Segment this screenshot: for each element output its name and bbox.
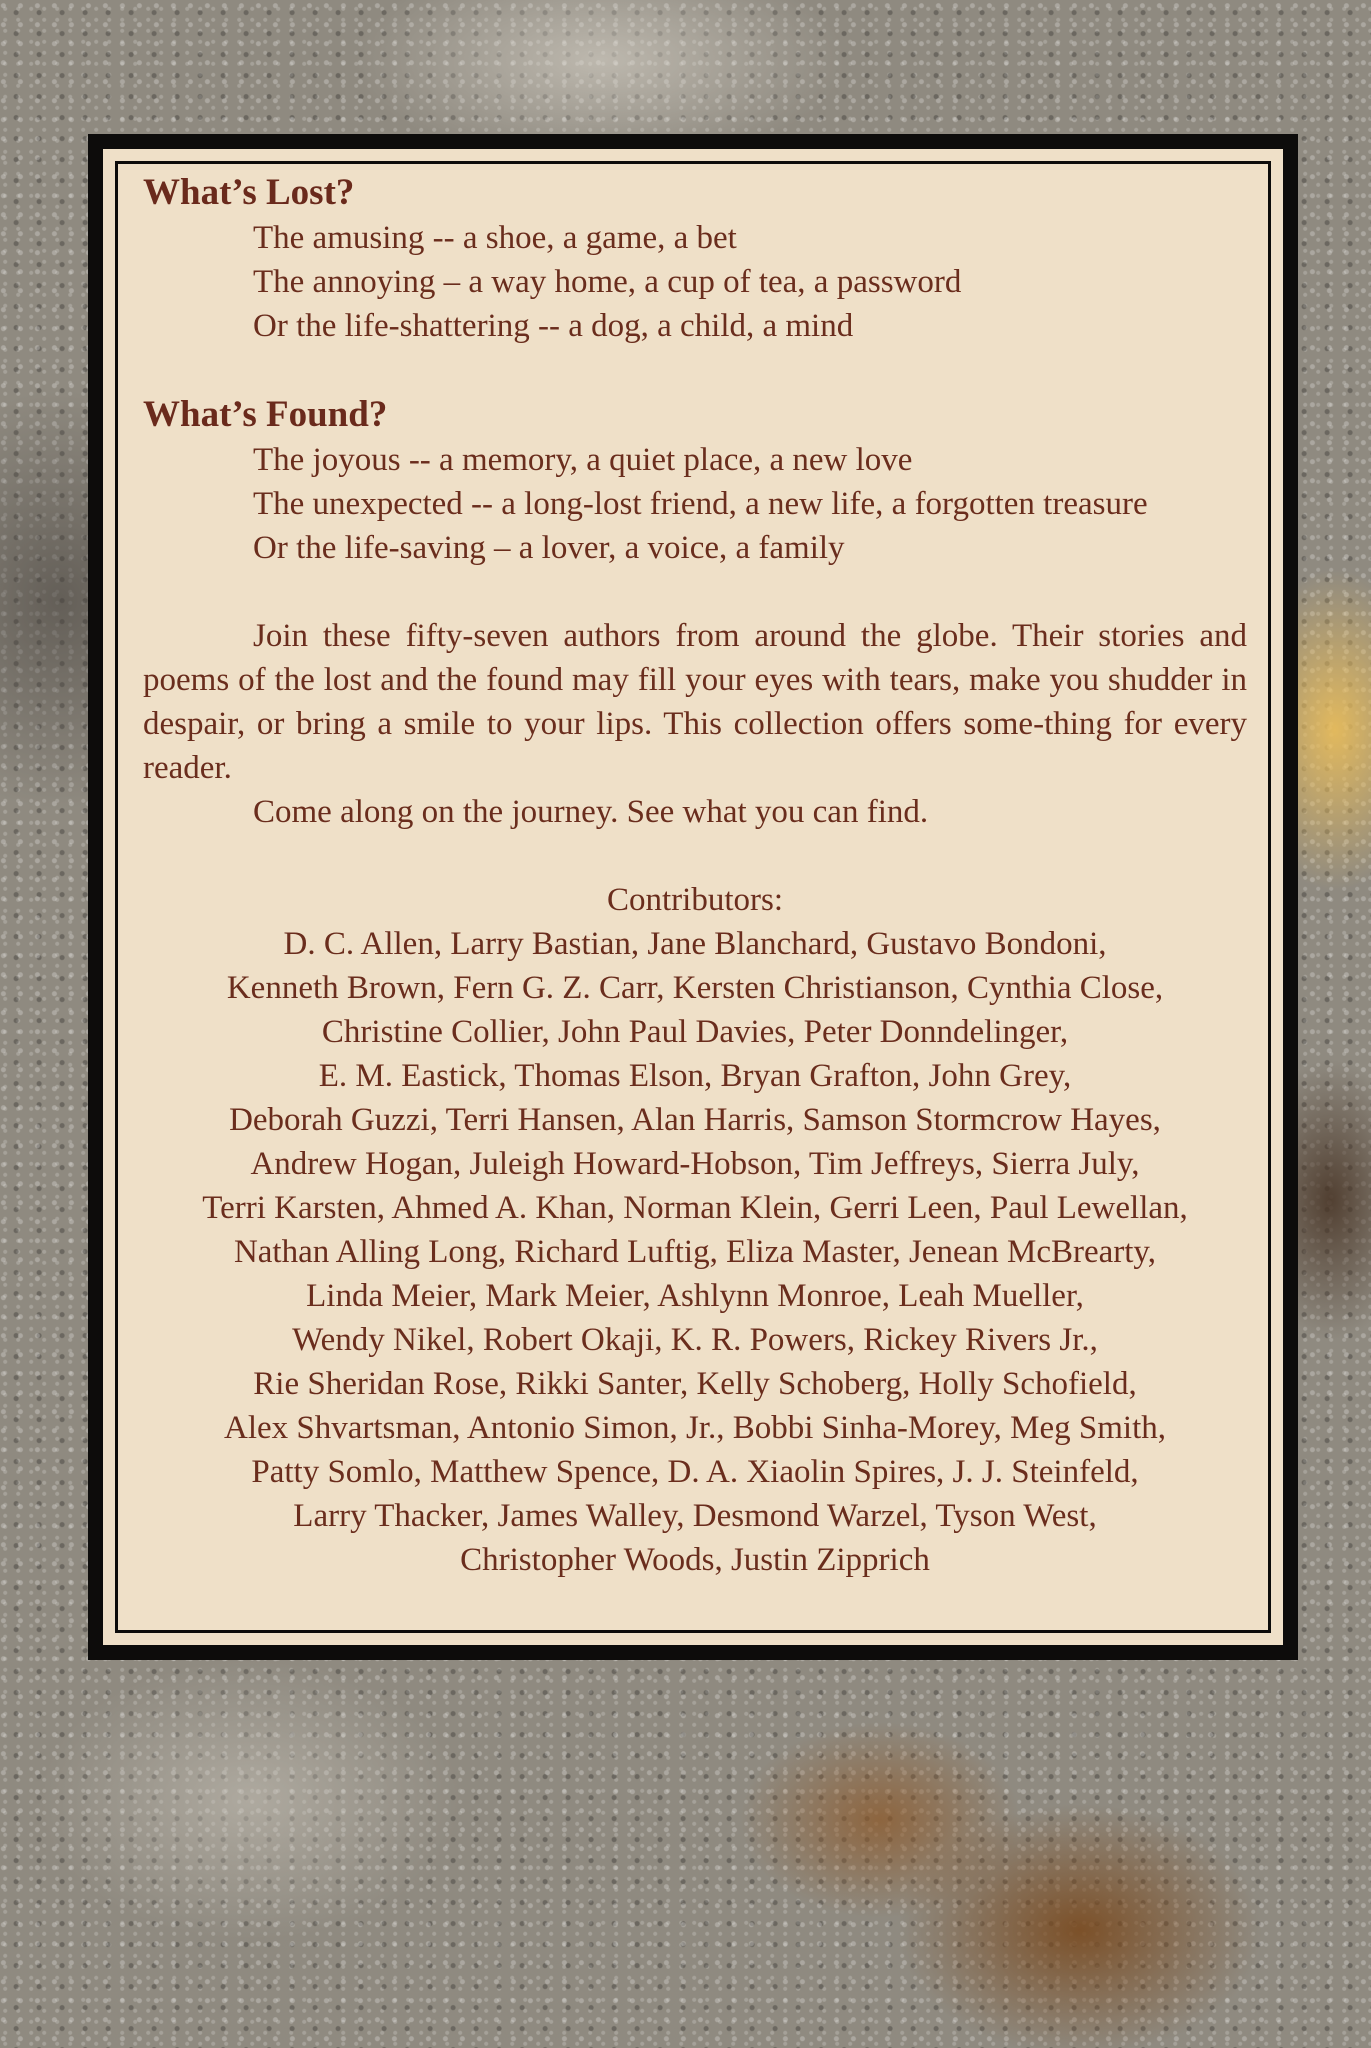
found-line: The joyous -- a memory, a quiet place, a new love bbox=[253, 442, 913, 478]
contributors-line: Larry Thacker, James Walley, Desmond Warzel, Tyson West, bbox=[293, 1498, 1097, 1534]
found-line: The unexpected -- a long-lost friend, a new life, a forgotten treasure bbox=[253, 486, 1148, 522]
lost-line: Or the life-shattering -- a dog, a child, a mind bbox=[253, 308, 854, 344]
found-line: Or the life-saving – a lover, a voice, a family bbox=[253, 530, 845, 566]
contributors-line: Wendy Nikel, Robert Okaji, K. R. Powers, Rickey Rivers Jr., bbox=[292, 1322, 1098, 1358]
contributors-line: D. C. Allen, Larry Bastian, Jane Blanchard, Gustavo Bondoni, bbox=[283, 926, 1107, 962]
contributors-line: Nathan Alling Long, Richard Luftig, Eliza Master, Jenean McBrearty, bbox=[233, 1234, 1157, 1270]
contributors-line: Christine Collier, John Paul Davies, Peter Donndelinger, bbox=[321, 1014, 1069, 1050]
contributors-line: Kenneth Brown, Fern G. Z. Carr, Kersten Christianson, Cynthia Close, bbox=[226, 970, 1164, 1006]
contributors-line: Alex Shvartsman, Antonio Simon, Jr., Bobbi Sinha-Morey, Meg Smith, bbox=[223, 1410, 1167, 1446]
lost-heading: What’s Lost? bbox=[143, 172, 355, 213]
lost-line: The annoying – a way home, a cup of tea, a password bbox=[253, 264, 962, 300]
contributors-heading: Contributors: bbox=[606, 882, 783, 918]
found-lines bbox=[143, 438, 1247, 570]
contributors-line: Deborah Guzzi, Terri Hansen, Alan Harris, Samson Stormcrow Hayes, bbox=[229, 1102, 1161, 1138]
contributors-list bbox=[143, 878, 1247, 1582]
found-heading: What’s Found? bbox=[143, 394, 388, 435]
blurb-paragraph: Join these fifty-seven authors from around the globe. Their stories and poems of the lost and the found may fill your eyes with tears, make you shudder in despair, or bring a smile to your lips. This collection offers some-thing for every reader. bbox=[143, 618, 1247, 786]
contributors-line: Terri Karsten, Ahmed A. Khan, Norman Klein, Gerri Leen, Paul Lewellan, bbox=[202, 1190, 1188, 1226]
lost-lines bbox=[143, 216, 1247, 348]
contributors-line: Rie Sheridan Rose, Rikki Santer, Kelly Schoberg, Holly Schofield, bbox=[253, 1366, 1137, 1402]
contributors-line: Linda Meier, Mark Meier, Ashlynn Monroe, Leah Mueller, bbox=[306, 1278, 1084, 1314]
lost-line: The amusing -- a shoe, a game, a bet bbox=[253, 220, 737, 256]
blurb-closing: Come along on the journey. See what you can find. bbox=[253, 794, 929, 830]
back-cover-text bbox=[143, 170, 1247, 1582]
contributors-line: E. M. Eastick, Thomas Elson, Bryan Grafton, John Grey, bbox=[318, 1058, 1072, 1094]
contributors-line: Christopher Woods, Justin Zipprich bbox=[460, 1542, 930, 1578]
contributors-line: Andrew Hogan, Juleigh Howard-Hobson, Tim Jeffreys, Sierra July, bbox=[250, 1146, 1140, 1182]
contributors-line: Patty Somlo, Matthew Spence, D. A. Xiaolin Spires, J. J. Steinfeld, bbox=[251, 1454, 1139, 1490]
